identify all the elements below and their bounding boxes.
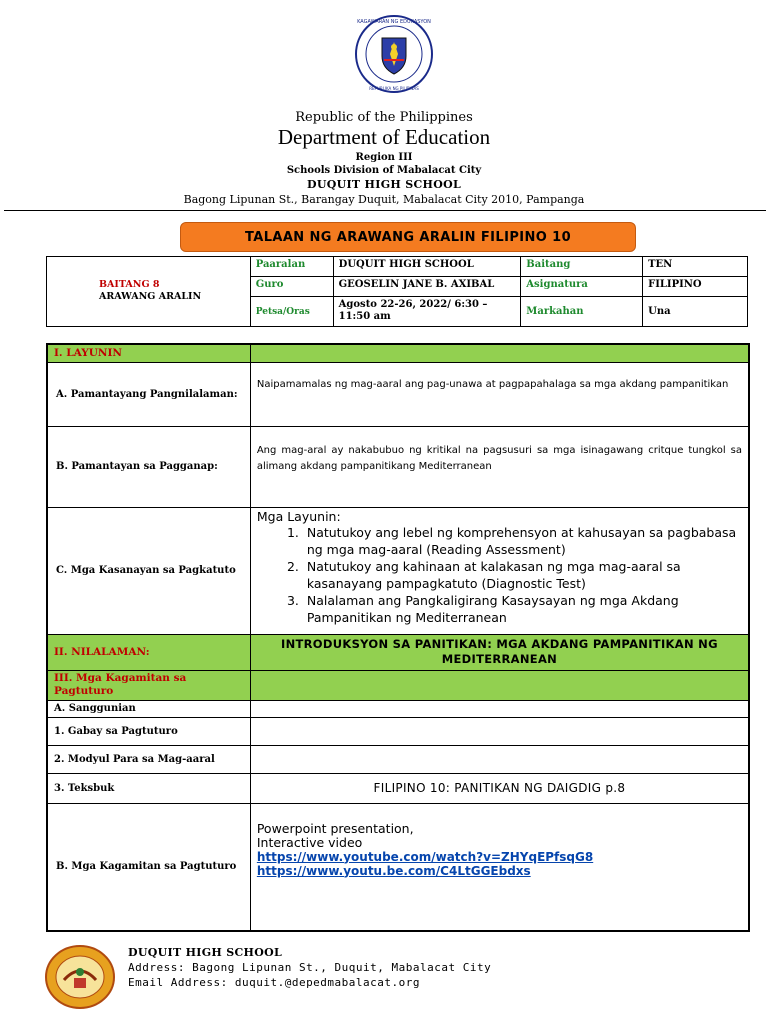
division-line: Schools Division of Mabalacat City — [286, 165, 482, 176]
paaralan-value: DUQUIT HIGH SCHOOL — [333, 257, 521, 277]
footer-school-name: DUQUIT HIGH SCHOOL — [128, 946, 283, 959]
teksbuk-label: 3. Teksbuk — [47, 773, 250, 803]
layunin-item: 3. Nalalaman ang Pangkaligirang Kasaysayan ng mga Akdang Pampanitikan ng Mediterranean — [303, 592, 742, 626]
kagamitan-heading: III. Mga Kagamitan sa Pagtuturo — [47, 670, 250, 700]
school-address: Bagong Lipunan St., Barangay Duquit, Mabalacat City 2010, Pampanga — [183, 193, 585, 206]
banner-title: TALAAN NG ARAWANG ARALIN FILIPINO 10 — [244, 229, 572, 245]
footer-address: Address: Bagong Lipunan St., Duquit, Mabalacat City — [128, 961, 492, 974]
petsa-label: Petsa/Oras — [250, 297, 333, 327]
info-left-cell — [47, 257, 251, 327]
sanggunian-blank — [250, 700, 749, 717]
kagamitan-pagtuturo-label: B. Mga Kagamitan sa Pagtuturo — [47, 803, 250, 931]
layunin-item: 2. Natutukoy ang kahinaan at kalakasan ng mga mag-aaral sa kasanayang pampagkatuto (Diagnostic Test) — [303, 558, 742, 592]
info-table — [46, 256, 748, 327]
petsa-value: Agosto 22-26, 2022/ 6:30 – 11:50 am — [333, 297, 521, 327]
footer-email: Email Address: duquit.@depedmabalacat.org — [128, 976, 421, 989]
department-title: Department of Education — [277, 125, 491, 149]
svg-text:REPUBLIKA NG PILIPINAS: REPUBLIKA NG PILIPINAS — [369, 86, 419, 91]
layunin-list — [257, 524, 742, 626]
interactive-video-line: Interactive video — [256, 834, 363, 850]
baitang-heading: BAITANG 8 — [99, 279, 160, 290]
nilalaman-text: INTRODUKSYON SA PANITIKAN: MGA AKDANG PAMPANITIKAN NG MEDITERRANEAN — [250, 634, 749, 670]
pamantayan-pagganap-text: Ang mag-aral ay nakabubuo ng kritikal na pagsusuri sa mga isinagawang critque tungkol sa alimang akdang pampanitikang Mediterranean — [250, 426, 749, 507]
school-name: DUQUIT HIGH SCHOOL — [306, 178, 461, 191]
header-divider — [4, 210, 766, 211]
layunin-intro: Mga Layunin: — [256, 508, 341, 524]
region-line: Region III — [355, 152, 413, 163]
guro-label: Guro — [250, 277, 333, 297]
modyul-label: 2. Modyul Para sa Mag-aaral — [47, 745, 250, 773]
title-banner — [180, 222, 636, 252]
baitang-value: TEN — [643, 257, 748, 277]
duquit-school-logo — [44, 944, 116, 1010]
kasanayan-pagkatuto-label: C. Mga Kasanayan sa Pagkatuto — [47, 507, 250, 634]
sanggunian-label: A. Sanggunian — [47, 700, 250, 717]
deped-seal-logo — [354, 14, 434, 94]
republic-line: Republic of the Philippines — [295, 110, 473, 125]
pamantayang-pangnilalaman-label: A. Pamantayang Pangnilalaman: — [47, 362, 250, 426]
layunin-item: 1. Natutukoy ang lebel ng komprehensyon at kahusayan sa pagbabasa ng mga mag-aaral (Reading Assessment) — [303, 524, 742, 558]
layunin-heading-blank — [250, 344, 749, 362]
asignatura-label: Asignatura — [521, 277, 643, 297]
svg-text:KAGAWARAN NG EDUKASYON: KAGAWARAN NG EDUKASYON — [357, 19, 431, 25]
teksbuk-text: FILIPINO 10: PANITIKAN NG DAIGDIG p.8 — [250, 773, 749, 803]
kasanayan-pagkatuto-cell — [250, 507, 749, 634]
baitang-label: Baitang — [521, 257, 643, 277]
paaralan-label: Paaralan — [250, 257, 333, 277]
gabay-pagtuturo-label: 1. Gabay sa Pagtuturo — [47, 717, 250, 745]
guro-value: GEOSELIN JANE B. AXIBAL — [333, 277, 521, 297]
pamantayan-pagganap-label: B. Pamantayan sa Pagganap: — [47, 426, 250, 507]
markahan-value: Una — [643, 297, 748, 327]
pamantayang-pangnilalaman-text: Naipamamalas ng mag-aaral ang pag-unawa at pagpapahalaga sa mga akdang pampanitikan — [250, 362, 749, 426]
nilalaman-heading: II. NILALAMAN: — [47, 634, 250, 670]
markahan-label: Markahan — [521, 297, 643, 327]
youtube-link-1[interactable]: https://www.youtube.com/watch?v=ZHYqEPfsqG8 — [256, 849, 594, 864]
dll-table — [46, 343, 750, 932]
youtube-link-2[interactable]: https://www.youtu.be.com/C4LtGGEbdxs — [256, 863, 531, 878]
arawang-aralin-heading: ARAWANG ARALIN — [99, 291, 202, 302]
modyul-blank — [250, 745, 749, 773]
kagamitan-heading-blank — [250, 670, 749, 700]
kagamitan-pagtuturo-cell — [250, 803, 749, 931]
asignatura-value: FILIPINO — [643, 277, 748, 297]
powerpoint-line: Powerpoint presentation, — [256, 820, 414, 836]
gabay-pagtuturo-blank — [250, 717, 749, 745]
layunin-heading: I. LAYUNIN — [47, 344, 250, 362]
